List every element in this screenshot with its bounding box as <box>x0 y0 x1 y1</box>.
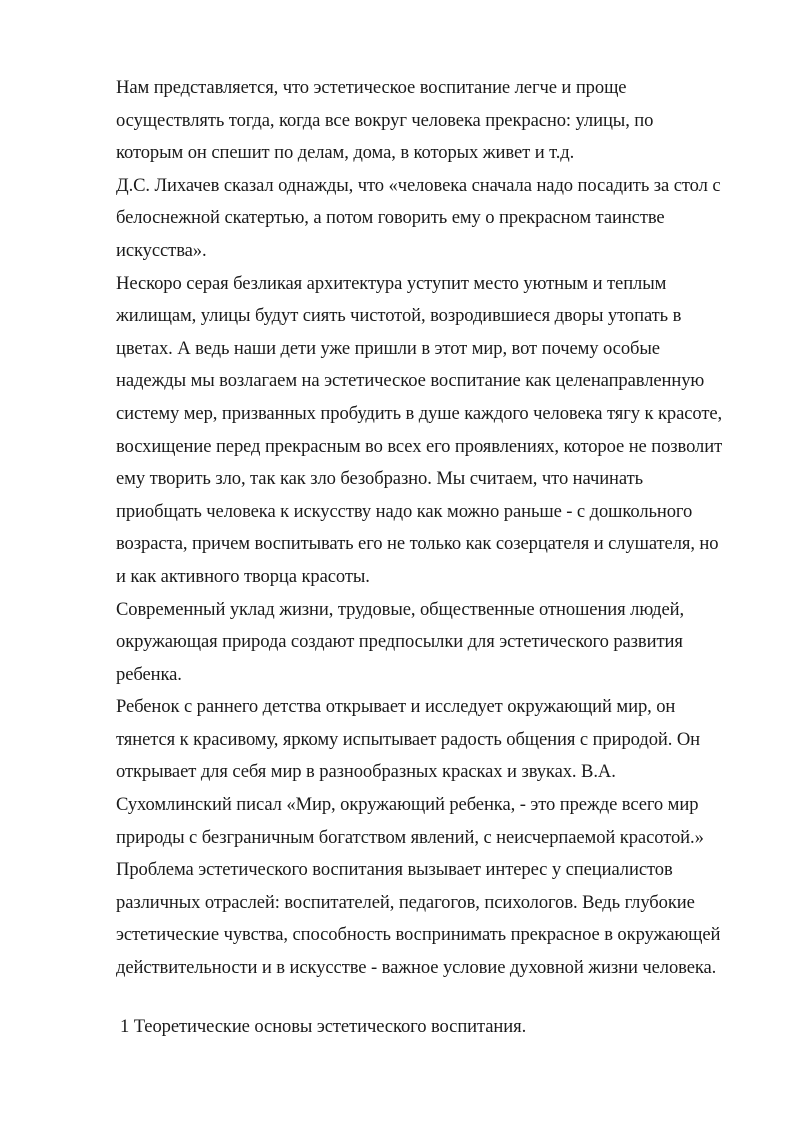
text-line: Д.С. Лихачев сказал однажды, что «человека сначала надо посадить за стол с <box>116 174 721 196</box>
text-line: эстетические чувства, способность воспринимать прекрасное в окружающей <box>116 924 721 946</box>
text-line: ему творить зло, так как зло безобразно. Мы считаем, что начинать <box>116 468 643 490</box>
text-line: осуществлять тогда, когда все вокруг человека прекрасно: улицы, по <box>116 109 654 131</box>
text-line: Современный уклад жизни, трудовые, общественные отношения людей, <box>116 598 685 620</box>
text-line: Нам представляется, что эстетическое воспитание легче и проще <box>116 77 627 98</box>
text-line: восхищение перед прекрасным во всех его проявлениях, которое не позволит <box>116 435 723 457</box>
text-line: открывает для себя мир в разнообразных красках и звуках. В.А. <box>116 761 616 783</box>
text-line: тянется к красивому, яркому испытывает радость общения с природой. Он <box>116 728 701 750</box>
text-line: надежды мы возлагаем на эстетическое воспитание как целенаправленную <box>116 370 705 392</box>
text-line: белоснежной скатертью, а потом говорить ему о прекрасном таинстве <box>116 207 665 229</box>
text-line: различных отраслей: воспитателей, педагогов, психологов. Ведь глубокие <box>116 891 695 913</box>
text-line: Ребенок с раннего детства открывает и исследует окружающий мир, он <box>116 696 676 718</box>
text-line: окружающая природа создают предпосылки для эстетического развития <box>116 631 683 653</box>
body-text <box>116 72 756 985</box>
text-line: жилищам, улицы будут сиять чистотой, возродившиеся дворы утопать в <box>116 305 682 327</box>
section-heading: 1 Теоретические основы эстетического воспитания. <box>120 1016 527 1037</box>
text-line: ребенка. <box>116 663 182 685</box>
text-line: которым он спешит по делам, дома, в которых живет и т.д. <box>116 142 575 164</box>
text-line: природы с безграничным богатством явлений, с неисчерпаемой красотой.» <box>116 826 704 848</box>
text-line: возраста, причем воспитывать его не только как созерцателя и слушателя, но <box>116 533 719 555</box>
text-line: Проблема эстетического воспитания вызывает интерес у специалистов <box>116 859 673 881</box>
text-line: систему мер, призванных пробудить в душе каждого человека тягу к красоте, <box>116 402 723 424</box>
text-line: Сухомлинский писал «Мир, окружающий ребенка, - это прежде всего мир <box>116 794 699 816</box>
text-line: цветах. А ведь наши дети уже пришли в этот мир, вот почему особые <box>116 337 660 359</box>
text-line: приобщать человека к искусству надо как можно раньше - с дошкольного <box>116 500 693 522</box>
text-line: искусства». <box>116 239 207 261</box>
text-line: и как активного творца красоты. <box>116 565 370 587</box>
text-line: Нескоро серая безликая архитектура уступит место уютным и теплым <box>116 272 667 294</box>
text-line: действительности и в искусстве - важное условие духовной жизни человека. <box>116 957 717 979</box>
